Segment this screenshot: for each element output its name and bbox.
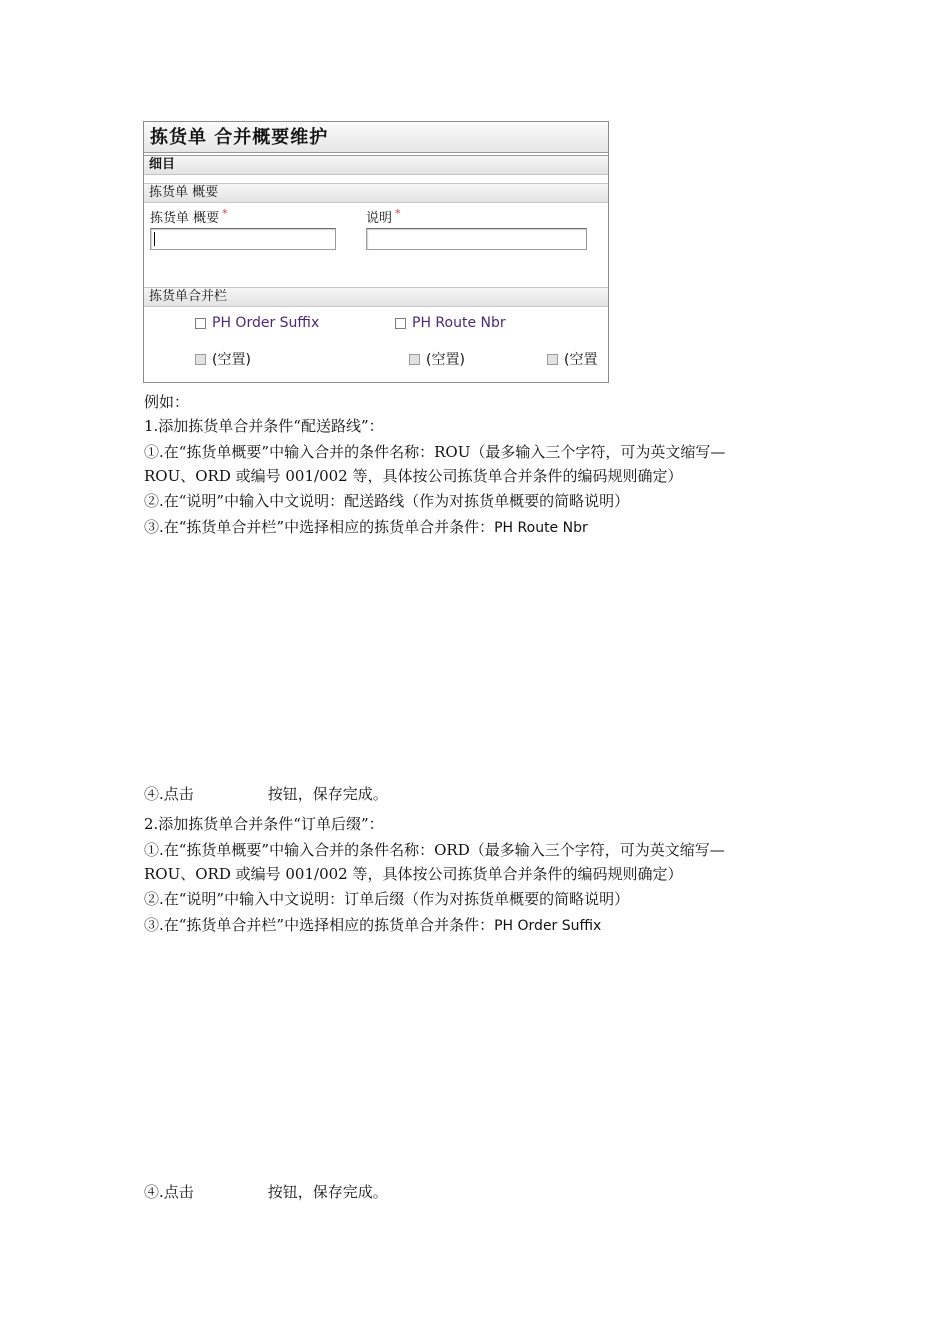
example-1-step-4: ④.点击 按钮，保存完成。 [144,785,388,803]
checkbox-box [409,354,420,365]
form-title: 拣货单 合并概要维护 [144,122,608,153]
example-1-step-3: ③.在“拣货单合并栏”中选择相应的拣货单合并条件：PH Route Nbr [144,518,588,536]
summary-input[interactable] [150,228,336,250]
summary-field-label: 拣货单 概要 * [150,207,228,226]
example-2-step-1-line-2: ROU、ORD 或编号 001/002 等，具体按公司拣货单合并条件的编码规则确定） [144,865,683,883]
detail-section-header: 细目 [144,155,608,175]
summary-fields [144,203,608,261]
checkbox-label: (空置) [426,352,465,368]
merge-checkbox-row-2 [144,341,608,375]
example-2-step-3: ③.在“拣货单合并栏”中选择相应的拣货单合并条件：PH Order Suffix [144,916,602,934]
description-input[interactable] [366,228,587,250]
checkbox-box[interactable] [195,318,206,329]
checkbox-ph-order-suffix[interactable] [195,315,319,331]
checkbox-label: PH Route Nbr [412,315,506,331]
example-2-step-1-line-1: ①.在“拣货单概要”中输入合并的条件名称：ORD（最多输入三个字符，可为英文缩写— [144,841,725,859]
example-heading: 例如： [144,393,190,411]
checkbox-ph-route-nbr[interactable] [395,315,506,331]
example-2-step-2: ②.在“说明”中输入中文说明：订单后缀（作为对拣货单概要的简略说明） [144,890,630,908]
checkbox-empty-3 [547,349,597,369]
merge-checkbox-row-1 [144,307,608,341]
example-1-title: 1.添加拣货单合并条件“配送路线”： [144,417,384,435]
checkbox-box [547,354,558,365]
checkbox-box[interactable] [395,318,406,329]
checkbox-box [195,354,206,365]
example-2-step-4: ④.点击 按钮，保存完成。 [144,1183,388,1201]
example-1-step-3-value: PH Route Nbr [494,520,588,536]
example-1-step-1-line-2: ROU、ORD 或编号 001/002 等，具体按公司拣货单合并条件的编码规则确定） [144,467,683,485]
checkbox-empty-1 [195,349,251,369]
required-mark: * [222,207,228,220]
example-2-step-3-value: PH Order Suffix [494,918,602,934]
example-1-step-2: ②.在“说明”中输入中文说明：配送路线（作为对拣货单概要的简略说明） [144,492,630,510]
checkbox-empty-2 [409,349,465,369]
example-1-step-1-line-1: ①.在“拣货单概要”中输入合并的条件名称：ROU（最多输入三个字符，可为英文缩写— [144,443,726,461]
summary-section-header: 拣货单 概要 [144,183,608,203]
ui-screenshot [143,121,609,383]
merge-section-header: 拣货单合并栏 [144,287,608,307]
checkbox-label: (空置) [212,352,251,368]
description-field-label: 说明 * [366,207,401,226]
checkbox-label: (空置 [564,352,598,368]
example-2-title: 2.添加拣货单合并条件“订单后缀”： [144,815,384,833]
required-mark: * [395,207,401,220]
checkbox-label: PH Order Suffix [212,315,320,331]
